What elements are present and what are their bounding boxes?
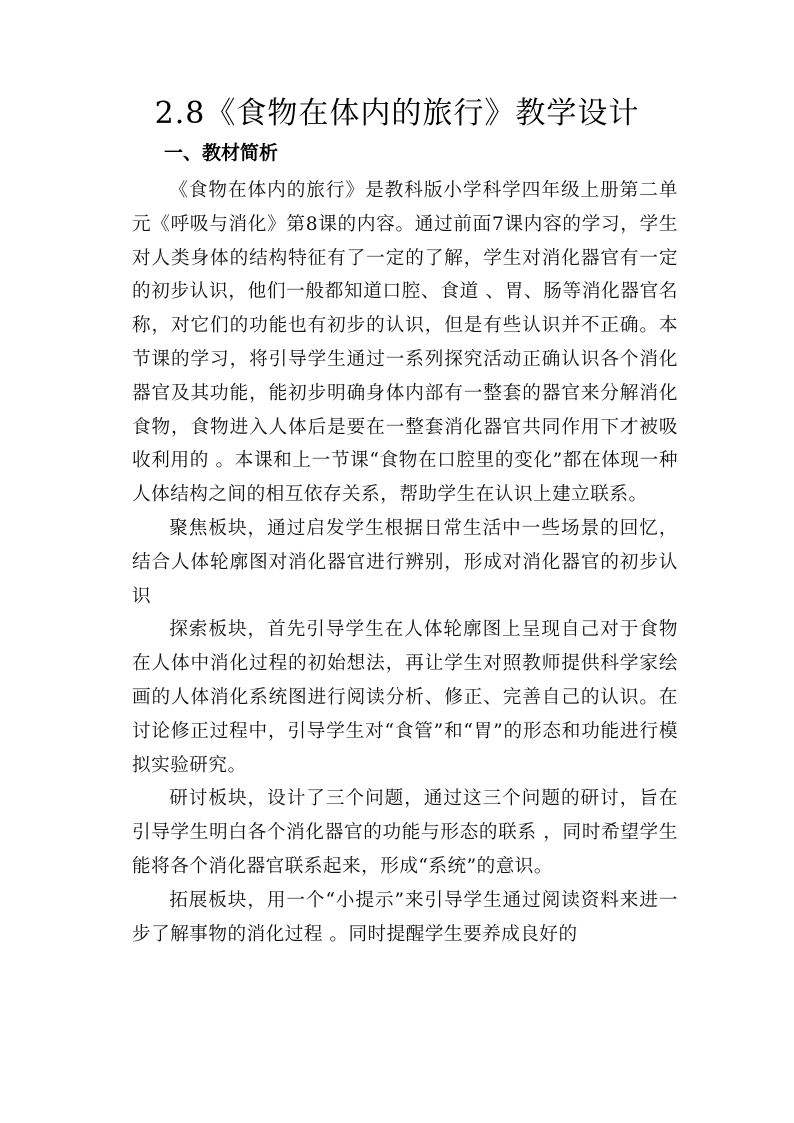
document-body [132,174,678,951]
paragraph-extend: 拓展板块，用一个“小提示”来引导学生通过阅读资料来进一步了解事物的消化过程 。同时提醒学生要养成良好的 [132,889,678,945]
paragraph-explore: 探索板块，首先引导学生在人体轮廓图上呈现自己对于食物在人体中消化过程的初始想法，再让学生对照教师提供科学家绘画的人体消化系统图进行阅读分析、修正、完善自己的认识。在讨论修正过程中，引导学生对“食管”和“胃”的形态和功能进行模拟实验研究。 [132,619,678,776]
paragraph-discuss: 研讨板块，设计了三个问题，通过这三个问题的研讨，旨在引导学生明白各个消化器官的功能与形态的联系 ，同时希望学生能将各个消化器官联系起来，形成“系统”的意识。 [132,788,678,877]
document-title: 2.8《食物在体内的旅行》教学设计 [154,96,640,131]
section-heading: 一、教材简析 [164,142,279,164]
paragraph-focus: 聚焦板块，通过启发学生根据日常生活中一些场景的回忆，结合人体轮廓图对消化器官进行辨别，形成对消化器官的初步认识 [132,517,678,607]
paragraph-overview: 《食物在体内的旅行》是教科版小学科学四年级上册第二单元《呼吸与消化》第8课的内容。通过前面7课内容的学习，学生对人类身体的结构特征有了一定的了解，学生对消化器官有一定的初步认识，他们一般都知道口腔、食道 、胃、肠等消化器官名称，对它们的功能也有初步的认识，但是有些认识并不正确。本节课的学习，将引导学生通过一系列探究活动正确认识各个消化器官及其功能，能初步明确身体内部有一整套的器官来分解消化食物，食物进入人体后是要在一整套消化器官共同作用下才被吸收利用的 。本课和上一节课“食物在口腔里的变化”都在体现一种人体结构之间的相互依存关系，帮助学生在认识上建立联系。 [132,180,678,506]
